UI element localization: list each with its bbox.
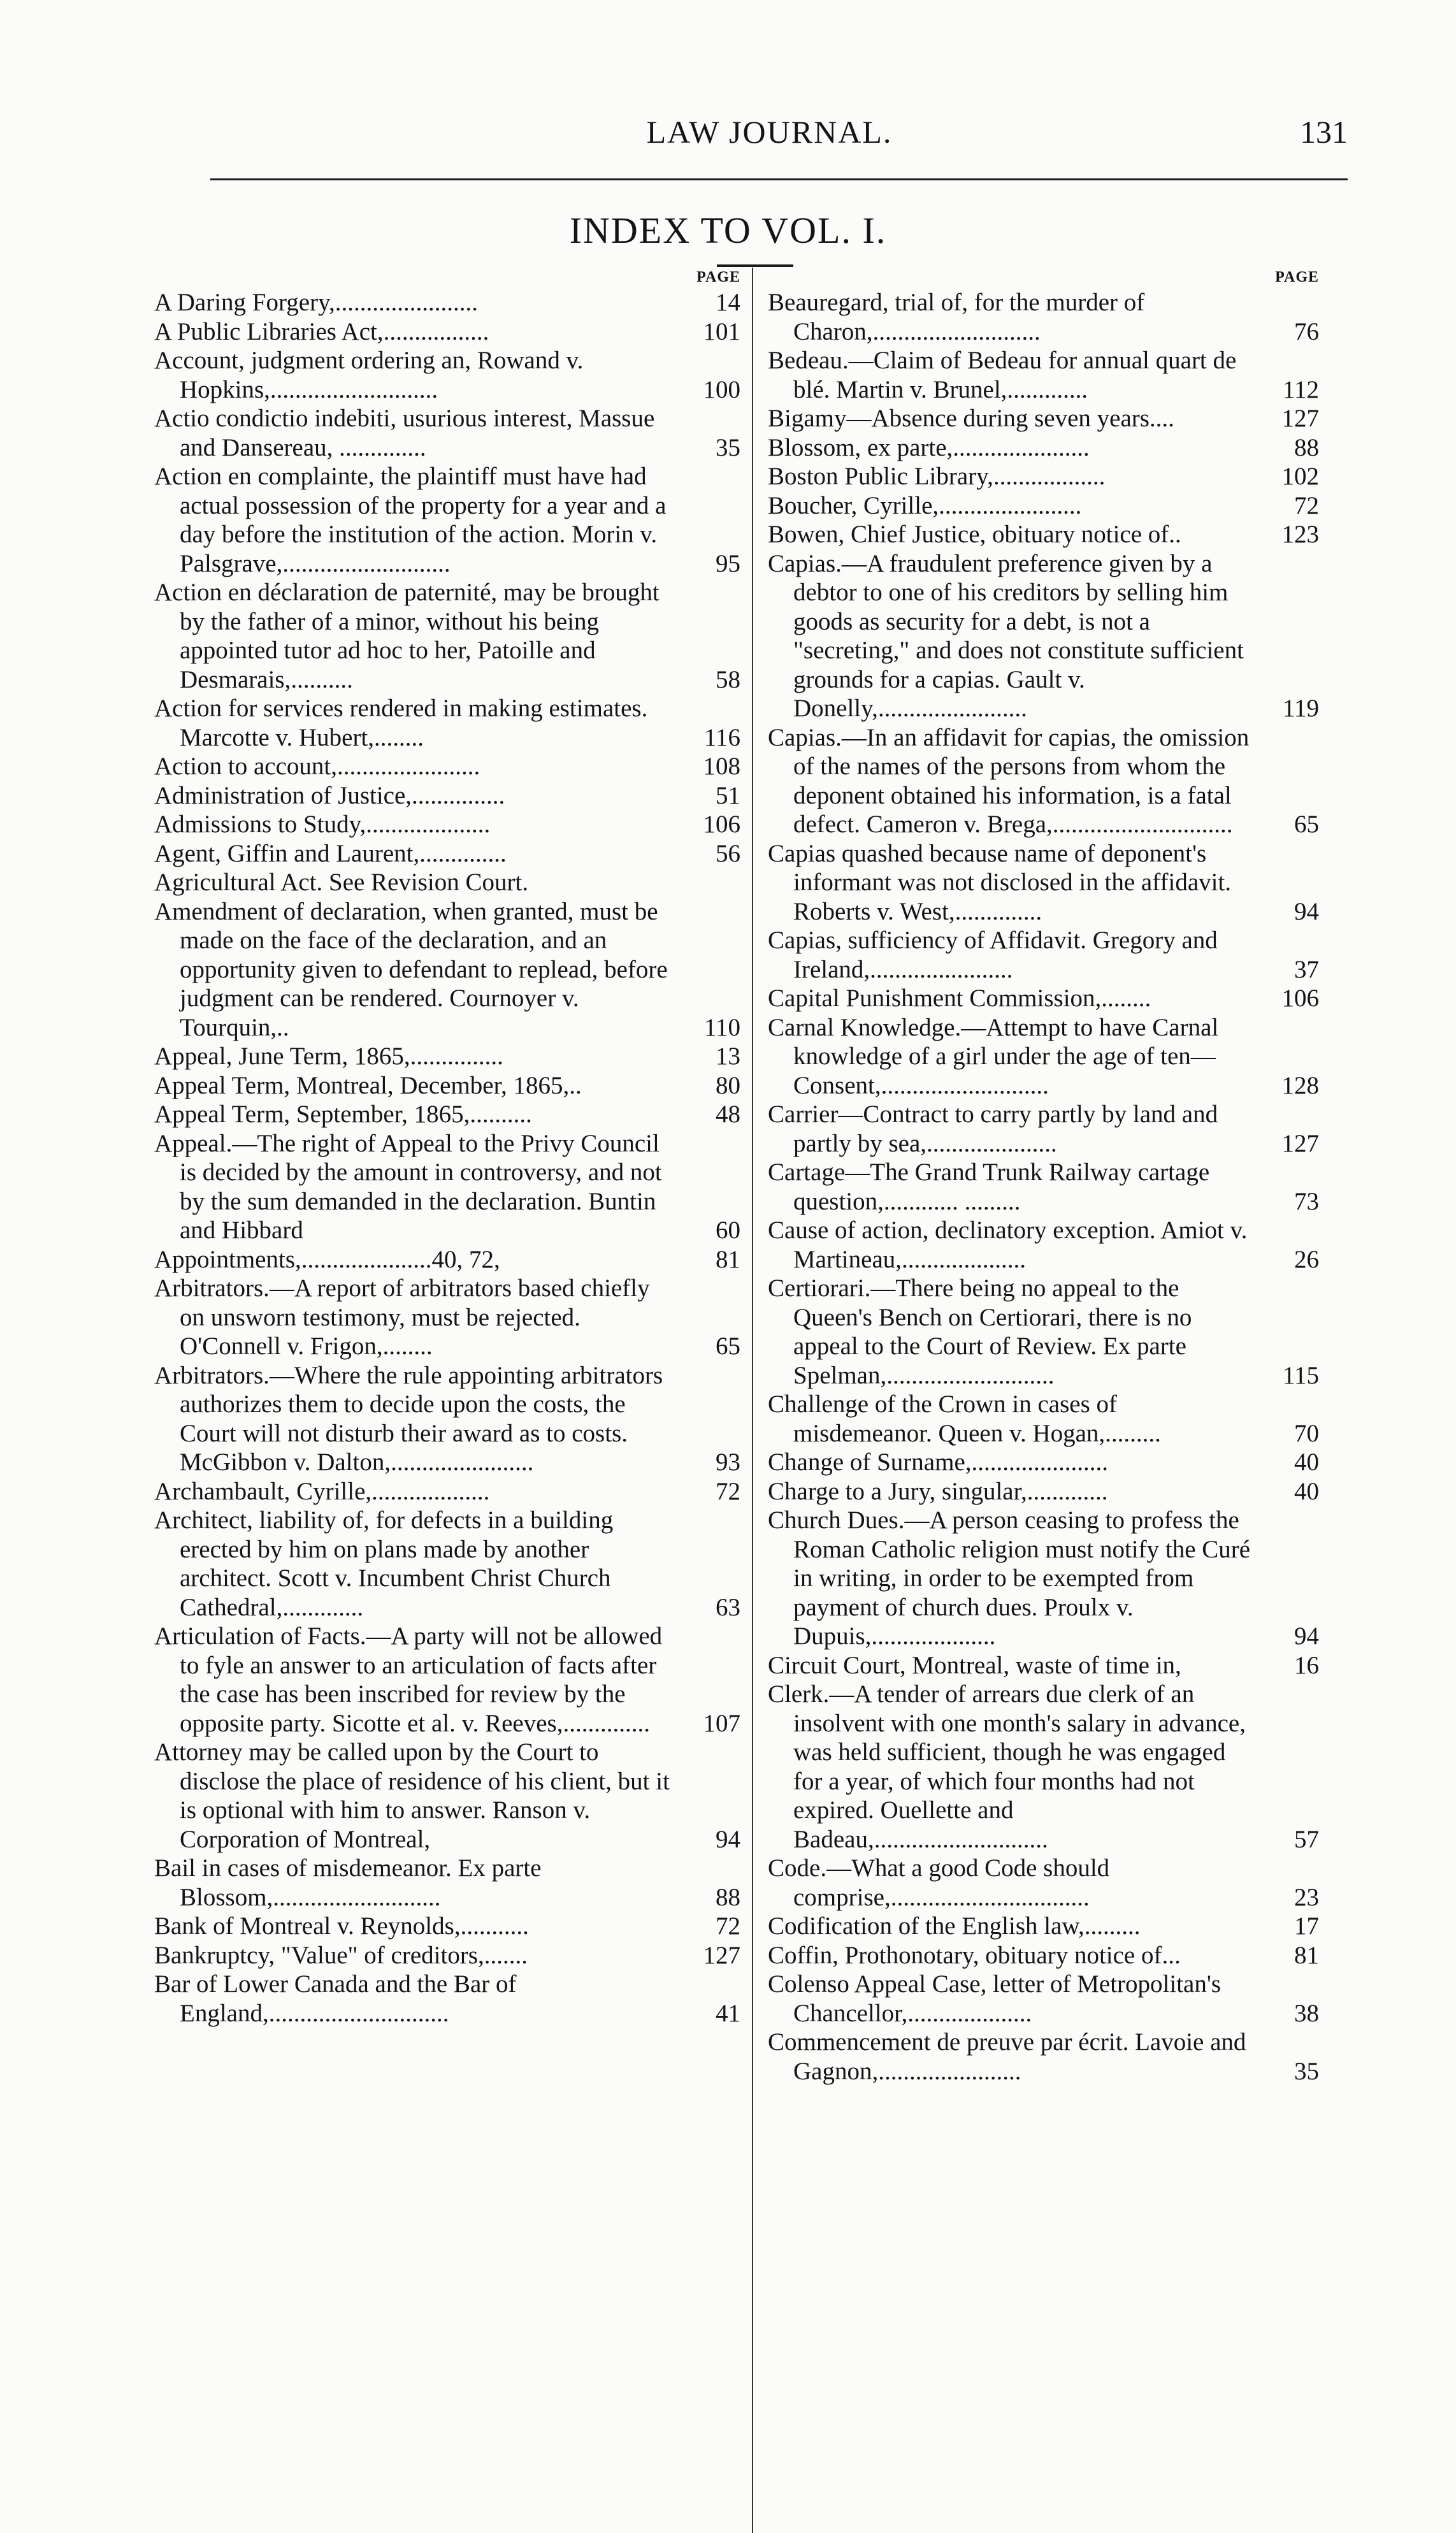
index-entry-text: Action en déclaration de paternité, may be brought by the father of a minor, without his being appointed tutor ad hoc to her, Patoille and Desmarais,.......... xyxy=(154,579,660,693)
index-entry-page: 81 xyxy=(716,1245,740,1273)
index-entry xyxy=(154,1941,740,1970)
index-entry-page: 63 xyxy=(716,1593,740,1621)
index-entry-text: Articulation of Facts.—A party will not be allowed to fyle an answer to an articulation of facts after the case has been inscribed for review by the opposite party. Sicotte et al. v. Reeves,.............. xyxy=(154,1622,663,1737)
index-entry-text: A Public Libraries Act,................. xyxy=(154,317,489,345)
index-entry-text: Account, judgment ordering an, Rowand v. Hopkins,........................... xyxy=(154,347,584,403)
index-entry-page: 37 xyxy=(1294,955,1319,983)
index-entry-text: Codification of the English law,......... xyxy=(768,1912,1141,1940)
index-entry-page: 16 xyxy=(1294,1651,1319,1679)
index-entry-text: Capias.—In an affidavit for capias, the omission of the names of the persons from whom the deponent obtained his information, is a fatal defect. Cameron v. Brega,............................. xyxy=(768,723,1250,838)
index-entry-page: 94 xyxy=(716,1825,740,1853)
index-entry xyxy=(154,1854,740,1912)
index-entry xyxy=(154,1042,740,1071)
index-entry xyxy=(154,1477,740,1506)
page-column-label: PAGE xyxy=(696,269,740,285)
index-entry-text: Archambault, Cyrille,................... xyxy=(154,1477,490,1505)
index-entry-text: Bedeau.—Claim of Bedeau for annual quart de blé. Martin v. Brunel,............. xyxy=(768,347,1237,403)
header-rule xyxy=(210,178,1348,180)
index-entry-text: Action for services rendered in making estimates. Marcotte v. Hubert,........ xyxy=(154,695,648,751)
index-entry-text: Arbitrators.—A report of arbitrators based chiefly on unsworn testimony, must be rejected. O'Connell v. Frigon,........ xyxy=(154,1274,650,1360)
index-entry-page: 94 xyxy=(1294,1622,1319,1650)
index-entry-text: Coffin, Prothonotary, obituary notice of... xyxy=(768,1941,1181,1969)
index-entry-text: Arbitrators.—Where the rule appointing arbitrators authorizes them to decide upon the costs, the Court will not disturb their award as to costs. McGibbon v. Dalton,....................... xyxy=(154,1361,663,1476)
index-entry-page: 13 xyxy=(716,1043,740,1070)
index-entry xyxy=(154,868,740,897)
index-entry-page: 106 xyxy=(1281,985,1319,1012)
index-entry xyxy=(154,839,740,869)
index-entry-text: Attorney may be called upon by the Court to disclose the place of residence of his client, but it is optional with him to answer. Ranson v. Corporation of Montreal, xyxy=(154,1738,670,1853)
index-entry xyxy=(154,1274,740,1361)
index-entry-text: Bowen, Chief Justice, obituary notice of.. xyxy=(768,521,1181,548)
index-entry xyxy=(768,1100,1319,1158)
index-entry-text: Circuit Court, Montreal, waste of time in, xyxy=(768,1651,1181,1679)
index-entry-page: 100 xyxy=(703,375,740,403)
index-entry-page: 72 xyxy=(716,1912,740,1940)
index-entry xyxy=(768,404,1319,433)
index-entry-text: Architect, liability of, for defects in a building erected by him on plans made by another architect. Scott v. Incumbent Christ Church Cathedral,............. xyxy=(154,1506,614,1621)
index-entry xyxy=(154,1071,740,1101)
index-entry xyxy=(768,984,1319,1013)
index-entry-page: 110 xyxy=(703,1013,740,1041)
index-entry-text: Blossom, ex parte,...................... xyxy=(768,433,1090,461)
index-entry xyxy=(154,897,740,1043)
index-entry-text: Charge to a Jury, singular,............. xyxy=(768,1477,1108,1505)
index-entry xyxy=(768,1506,1319,1651)
index-entry-text: Change of Surname,...................... xyxy=(768,1448,1109,1476)
index-entry-text: Capital Punishment Commission,........ xyxy=(768,985,1151,1012)
index-entry xyxy=(154,288,740,317)
index-entry-text: Bigamy—Absence during seven years.... xyxy=(768,405,1174,432)
index-entry-page: 127 xyxy=(1281,1129,1319,1157)
index-entry-page: 65 xyxy=(716,1332,740,1360)
index-entry-text: Boston Public Library,.................. xyxy=(768,463,1106,490)
index-entry-page: 41 xyxy=(716,1999,740,2027)
index-entry xyxy=(154,1738,740,1854)
index-entry-page: 17 xyxy=(1294,1912,1319,1940)
index-entry xyxy=(154,1622,740,1738)
index-column-left xyxy=(154,266,740,2028)
index-entry-text: Colenso Appeal Case, letter of Metropolitan's Chancellor,.................... xyxy=(768,1970,1222,2027)
index-entry xyxy=(154,317,740,347)
index-entry-page: 56 xyxy=(716,839,740,867)
index-entry xyxy=(768,839,1319,927)
index-entry xyxy=(154,462,740,578)
index-entry-page: 38 xyxy=(1294,1999,1319,2027)
index-entry-text: Capias quashed because name of deponent's informant was not disclosed in the affidavit. Roberts v. West,.............. xyxy=(768,839,1232,925)
index-entry xyxy=(154,752,740,781)
index-entry-page: 35 xyxy=(1294,2057,1319,2085)
index-entry-page: 40 xyxy=(1294,1477,1319,1505)
index-entry-text: Bank of Montreal v. Reynolds,........... xyxy=(154,1912,529,1940)
index-entry-text: Actio condictio indebiti, usurious interest, Massue and Dansereau, .............. xyxy=(154,405,655,461)
index-entry-text: Amendment of declaration, when granted, must be made on the face of the declaration, and an opportunity given to defendant to replead, before judgment can be rendered. Cournoyer v. Tourquin,.. xyxy=(154,897,668,1041)
index-entry xyxy=(768,1912,1319,1941)
index-entry xyxy=(768,1970,1319,2028)
index-entry xyxy=(154,1970,740,2028)
index-entry-text: Clerk.—A tender of arrears due clerk of an insolvent with one month's salary in advance, was held sufficient, though he was engaged for a year, of which four months had not expired. Ouellette and Badeau,............................ xyxy=(768,1680,1246,1853)
index-entry-text: Agent, Giffin and Laurent,.............. xyxy=(154,839,507,867)
index-entry-page: 94 xyxy=(1294,897,1319,925)
index-entry xyxy=(154,346,740,404)
index-entry-page: 65 xyxy=(1294,811,1319,838)
index-entry-text: Appeal Term, Montreal, December, 1865,.. xyxy=(154,1071,582,1099)
index-entry xyxy=(768,1216,1319,1274)
index-entry xyxy=(768,346,1319,404)
index-entry-page: 116 xyxy=(703,723,740,751)
index-entry-text: Administration of Justice,............... xyxy=(154,781,505,809)
index-entry-text: Church Dues.—A person ceasing to profess the Roman Catholic religion must notify the Curé in writing, in order to be exempted from payment of church dues. Proulx v. Dupuis,.................... xyxy=(768,1506,1251,1650)
index-entry xyxy=(154,694,740,752)
index-entry-page: 35 xyxy=(716,433,740,461)
running-head xyxy=(191,113,1348,158)
index-entry-page: 40 xyxy=(1294,1448,1319,1476)
index-entry-page: 127 xyxy=(703,1941,740,1969)
index-entry-text: Capias, sufficiency of Affidavit. Gregory and Ireland,....................... xyxy=(768,927,1218,983)
index-entry xyxy=(768,1854,1319,1912)
index-entry-page: 108 xyxy=(703,753,740,780)
index-entry-text: Carnal Knowledge.—Attempt to have Carnal knowledge of a girl under the age of ten—Consent,........................... xyxy=(768,1013,1219,1099)
index-entry xyxy=(768,723,1319,839)
index-entry-page: 14 xyxy=(716,289,740,316)
index-entry xyxy=(768,2028,1319,2086)
index-entry-page: 88 xyxy=(1294,433,1319,461)
index-entry xyxy=(154,1506,740,1622)
index-entry-text: Action to account,....................... xyxy=(154,753,480,780)
index-entry-page: 26 xyxy=(1294,1245,1319,1273)
index-entry-text: Challenge of the Crown in cases of misdemeanor. Queen v. Hogan,......... xyxy=(768,1390,1161,1447)
index-entry-text: Bar of Lower Canada and the Bar of England,............................. xyxy=(154,1970,517,2027)
index-entry-page: 123 xyxy=(1281,521,1319,548)
index-entry-page: 48 xyxy=(716,1101,740,1128)
index-entry-text: Certiorari.—There being no appeal to the Queen's Bench on Certiorari, there is no appeal to the Court of Review. Ex parte Spelman,........................... xyxy=(768,1274,1192,1389)
index-entry xyxy=(768,1680,1319,1854)
column-divider xyxy=(752,268,753,2533)
index-entry-page: 95 xyxy=(716,549,740,577)
index-entry-page: 106 xyxy=(703,811,740,838)
index-entry xyxy=(154,1912,740,1941)
index-entry-page: 88 xyxy=(716,1883,740,1911)
index-entry xyxy=(154,810,740,839)
index-entry-page: 127 xyxy=(1281,405,1319,432)
index-entry-page: 57 xyxy=(1294,1825,1319,1853)
index-entry-page: 128 xyxy=(1281,1071,1319,1099)
index-entry-page: 76 xyxy=(1294,317,1319,345)
index-entry-text: Appointments,.....................40, 72, xyxy=(154,1245,500,1273)
index-entry xyxy=(768,1013,1319,1101)
index-entry xyxy=(154,1129,740,1245)
journal-title: LAW JOURNAL. xyxy=(646,114,893,150)
index-entry-text: Bankruptcy, "Value" of creditors,....... xyxy=(154,1941,528,1969)
index-entry-page: 102 xyxy=(1281,463,1319,490)
index-entry-page: 112 xyxy=(1282,375,1319,403)
index-entry xyxy=(768,1651,1319,1680)
index-entry-page: 60 xyxy=(716,1216,740,1244)
index-entry-page: 115 xyxy=(1282,1361,1319,1389)
index-entry xyxy=(768,1477,1319,1506)
index-entry xyxy=(154,1361,740,1477)
index-entry xyxy=(768,462,1319,491)
index-entry-page: 58 xyxy=(716,665,740,693)
index-entries-left xyxy=(154,288,740,2028)
index-entry-page: 93 xyxy=(716,1448,740,1476)
index-entry-text: Capias.—A fraudulent preference given by a debtor to one of his creditors by selling him goods as security for a debt, is not a "secreting," and does not constitute sufficient grounds for a capias. Gault v. Donelly,........................ xyxy=(768,549,1244,722)
index-entry-text: Code.—What a good Code should comprise,................................ xyxy=(768,1854,1110,1911)
index-entry xyxy=(768,288,1319,346)
index-entry-text: Action en complainte, the plaintiff must have had actual possession of the property for a year and a day before the institution of the action. Morin v. Palsgrave,........................... xyxy=(154,463,667,577)
index-entry xyxy=(768,1448,1319,1477)
index-entry xyxy=(768,433,1319,463)
index-entry xyxy=(154,404,740,462)
index-entry xyxy=(154,1245,740,1274)
page-column-label: PAGE xyxy=(1275,269,1319,285)
index-entry-page: 72 xyxy=(1294,491,1319,519)
index-entry-text: Agricultural Act. See Revision Court. xyxy=(154,869,529,896)
index-entry-text: Appeal, June Term, 1865,............... xyxy=(154,1043,503,1070)
index-entry xyxy=(768,926,1319,984)
index-entry-page: 23 xyxy=(1294,1883,1319,1911)
index-entry xyxy=(768,1158,1319,1216)
page-number: 131 xyxy=(1300,114,1348,150)
index-entry-page: 51 xyxy=(716,781,740,809)
index-entry-page: 81 xyxy=(1294,1941,1319,1969)
index-entry-page: 70 xyxy=(1294,1419,1319,1447)
index-entry-page: 80 xyxy=(716,1071,740,1099)
index-title: INDEX TO VOL. I. xyxy=(569,210,887,251)
index-entry-page: 72 xyxy=(716,1477,740,1505)
index-entry-text: Cartage—The Grand Trunk Railway cartage question,............ ......... xyxy=(768,1158,1210,1215)
index-entry-page: 119 xyxy=(1282,695,1319,722)
index-entry-text: Commencement de preuve par écrit. Lavoie and Gagnon,....................... xyxy=(768,2028,1246,2085)
index-entry-text: Carrier—Contract to carry partly by land and partly by sea,..................... xyxy=(768,1101,1218,1157)
index-column-right xyxy=(768,266,1319,2086)
index-entry-page: 73 xyxy=(1294,1187,1319,1215)
index-entry xyxy=(768,1390,1319,1448)
index-entry xyxy=(154,1100,740,1129)
index-entry-text: Appeal Term, September, 1865,.......... xyxy=(154,1101,532,1128)
index-entry xyxy=(154,578,740,694)
index-entry-text: Boucher, Cyrille,....................... xyxy=(768,491,1082,519)
index-entry-page: 101 xyxy=(703,317,740,345)
index-entry xyxy=(768,1274,1319,1390)
index-entry-text: A Daring Forgery,....................... xyxy=(154,289,479,316)
index-entry xyxy=(768,1941,1319,1970)
index-entry-text: Admissions to Study,.................... xyxy=(154,811,491,838)
index-entries-right xyxy=(768,288,1319,2086)
index-entry xyxy=(768,520,1319,549)
index-entry xyxy=(154,781,740,811)
index-entry-page: 107 xyxy=(703,1709,740,1737)
index-entry-text: Cause of action, declinatory exception. Amiot v. Martineau,.................... xyxy=(768,1216,1248,1273)
index-entry xyxy=(768,549,1319,723)
index-entry-text: Bail in cases of misdemeanor. Ex parte Blossom,........................... xyxy=(154,1854,542,1911)
index-entry-text: Beauregard, trial of, for the murder of Charon,........................... xyxy=(768,289,1145,345)
index-entry xyxy=(768,491,1319,521)
index-entry-text: Appeal.—The right of Appeal to the Privy Council is decided by the amount in controversy, and not by the sum demanded in the declaration. Buntin and Hibbard xyxy=(154,1129,662,1244)
